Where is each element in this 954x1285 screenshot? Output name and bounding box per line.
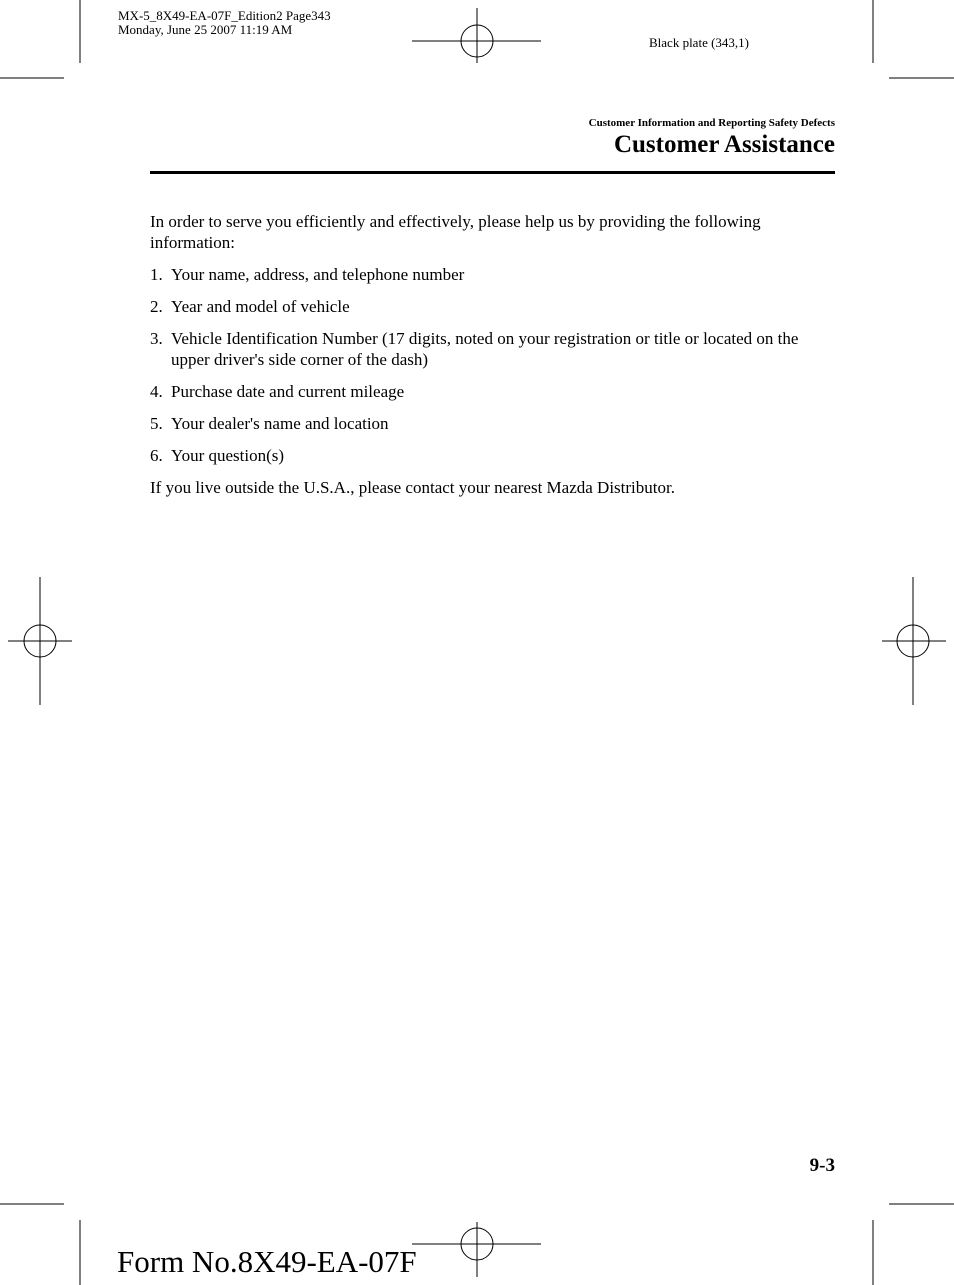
page-number: 9-3 [809,1155,835,1176]
closing-paragraph: If you live outside the U.S.A., please contact your nearest Mazda Distributor. [150,478,675,497]
intro-paragraph: In order to serve you efficiently and effectively, please help us by providing the following information: [150,212,761,252]
registration-mark-bottom [412,1222,541,1277]
list-item-number: 6. [150,446,163,465]
list-item-text: Purchase date and current mileage [171,382,405,401]
list-item-number: 2. [150,297,163,316]
list-item-number: 4. [150,382,163,401]
list-item-text: Year and model of vehicle [171,297,350,316]
print-header-date: Monday, June 25 2007 11:19 AM [118,22,293,37]
print-header-file: MX-5_8X49-EA-07F_Edition2 Page343 [118,8,331,23]
title-rule [150,171,835,174]
list-item-text: Your dealer's name and location [171,414,389,433]
list-item-number: 3. [150,329,163,348]
print-header-plate: Black plate (343,1) [649,35,749,50]
page-title: Customer Assistance [613,131,835,158]
list-item-text: Vehicle Identification Number (17 digits, noted on your registration or title or located on the upper driver's side corner of the dash) [171,329,799,369]
list-item-number: 5. [150,414,163,433]
registration-mark-left [8,577,72,705]
list-item-number: 1. [150,265,163,284]
form-number: Form No.8X49-EA-07F [117,1244,417,1279]
registration-mark-top [412,8,541,63]
registration-mark-right [882,577,946,705]
section-label: Customer Information and Reporting Safety Defects [588,117,835,129]
list-item-text: Your question(s) [171,446,285,465]
list-item-text: Your name, address, and telephone number [171,265,465,284]
